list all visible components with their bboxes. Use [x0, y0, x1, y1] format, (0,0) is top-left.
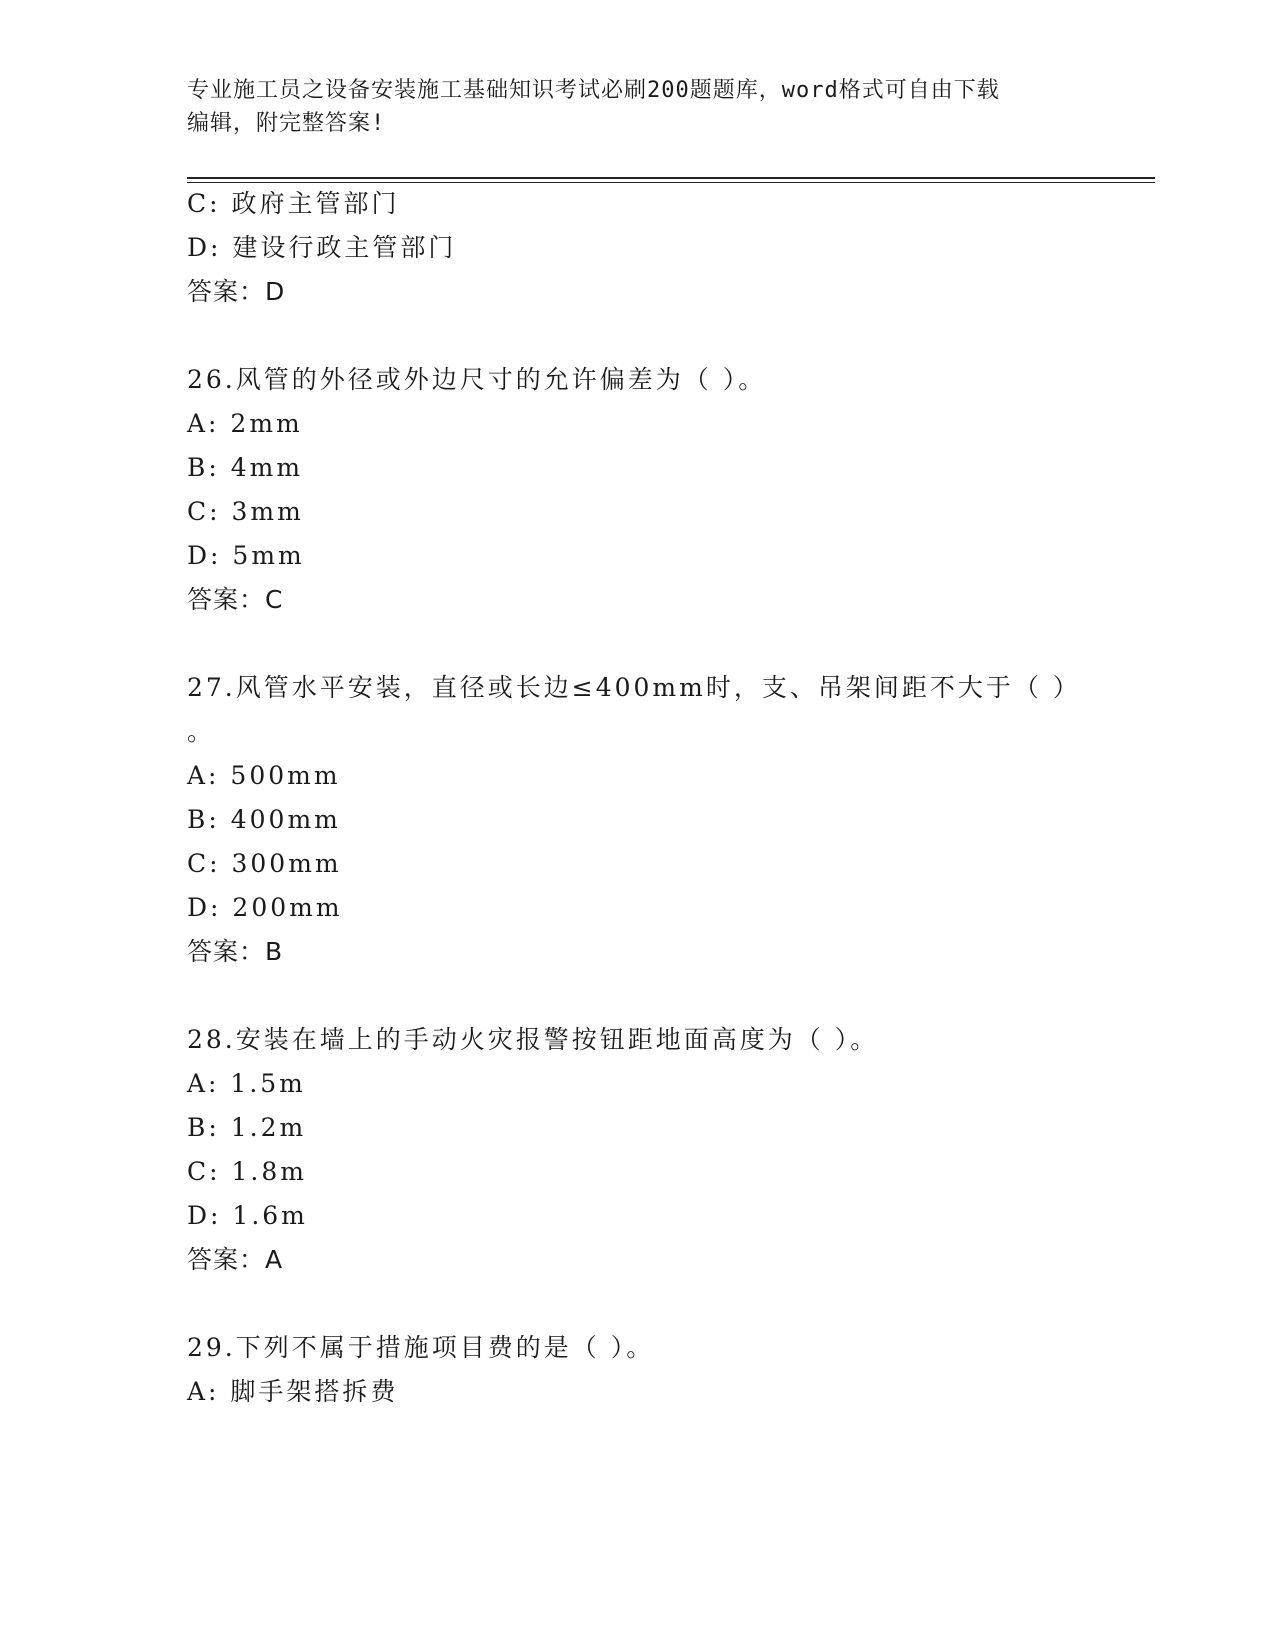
question-stem: 28.安装在墙上的手动火灾报警按钮距地面高度为（ ）。 — [187, 1025, 879, 1054]
question-stem-continuation: 。 — [187, 717, 216, 746]
option-c: C: 3mm — [187, 497, 304, 526]
option-c: C: 1.8m — [187, 1157, 307, 1186]
option-a: A: 脚手架搭拆费 — [187, 1377, 399, 1406]
header-divider-thick — [187, 177, 1155, 179]
answer-line: 答案：C — [187, 585, 284, 614]
option-d: D: 建设行政主管部门 — [187, 233, 457, 262]
option-c: C: 300mm — [187, 849, 342, 878]
answer-line: 答案：D — [187, 277, 286, 306]
question-stem: 29.下列不属于措施项目费的是（ ）。 — [187, 1333, 655, 1362]
question-stem: 27.风管水平安装，直径或长边≤400mm时，支、吊架间距不大于（ ） — [187, 673, 1081, 702]
option-d: D: 1.6m — [187, 1201, 308, 1230]
option-d: D: 5mm — [187, 541, 305, 570]
option-b: B: 4mm — [187, 453, 304, 482]
option-b: B: 1.2m — [187, 1113, 307, 1142]
header-divider-thin — [187, 182, 1155, 183]
document-header — [187, 74, 1077, 140]
option-b: B: 400mm — [187, 805, 341, 834]
header-line-2: 编辑，附完整答案! — [187, 111, 386, 136]
option-d: D: 200mm — [187, 893, 343, 922]
answer-line: 答案：A — [187, 1245, 284, 1274]
option-a: A: 1.5m — [187, 1069, 306, 1098]
option-c: C: 政府主管部门 — [187, 189, 400, 218]
answer-line: 答案：B — [187, 937, 284, 966]
question-stem: 26.风管的外径或外边尺寸的允许偏差为（ ）。 — [187, 365, 767, 394]
option-a: A: 500mm — [187, 761, 341, 790]
option-a: A: 2mm — [187, 409, 303, 438]
header-line-1: 专业施工员之设备安装施工基础知识考试必刷200题题库，word格式可自由下载 — [187, 78, 1000, 103]
